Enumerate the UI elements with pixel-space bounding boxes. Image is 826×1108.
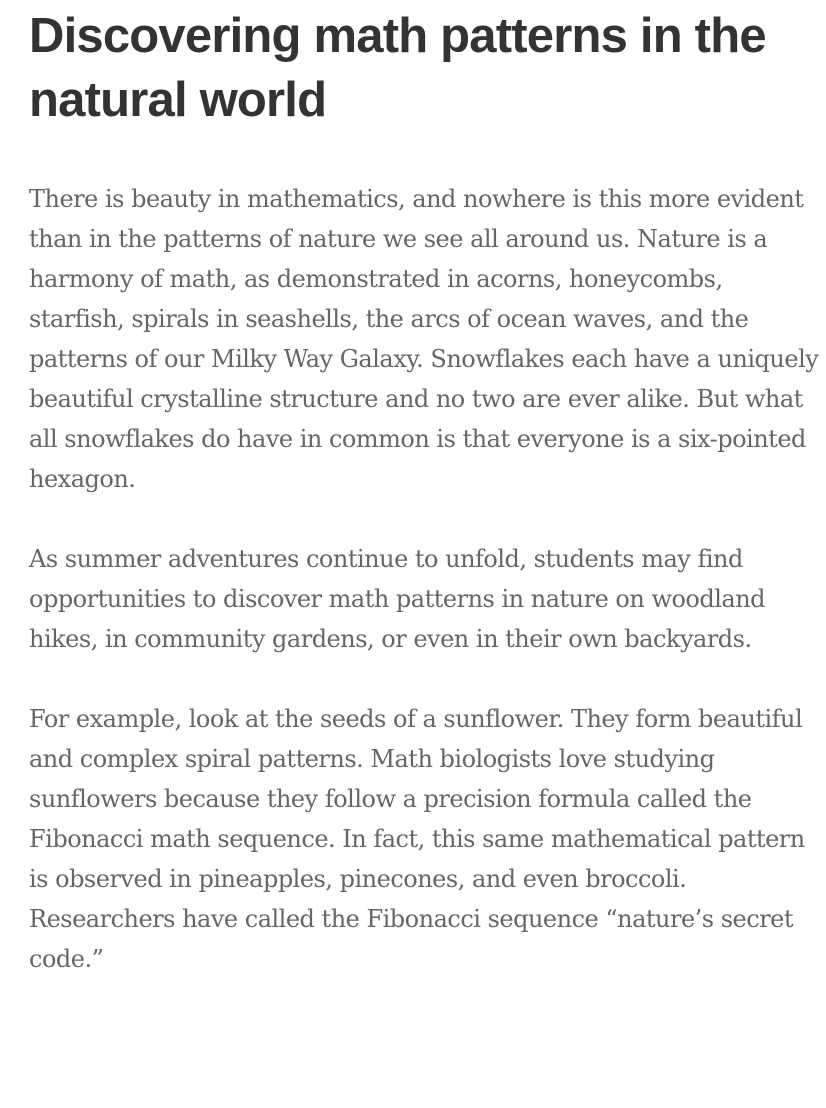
article-title: Discovering math patterns in the natural world [29, 9, 766, 127]
article-paragraph-3: For example, look at the seeds of a sunflower. They form beautiful and complex spiral patterns. Math biologists love studying sunflowers because they follow a precision formula called the Fibonacci math sequence. In fact, this same mathematical pattern is observed in pineapples, pinecones, and even broccoli. Researchers have called the Fibonacci sequence “nature’s secret code.” [29, 705, 805, 973]
article [29, 0, 819, 979]
article-paragraph-2: As summer adventures continue to unfold, students may find opportunities to discover math patterns in nature on woodland hikes, in community gardens, or even in their own backyards. [29, 545, 766, 653]
article-paragraph-1: There is beauty in mathematics, and nowhere is this more evident than in the patterns of nature we see all around us. Nature is a harmony of math, as demonstrated in acorns, honeycombs, starfish, spirals in seashells, the arcs of ocean waves, and the patterns of our Milky Way Galaxy. Snowflakes each have a uniquely beautiful crystalline structure and no two are ever alike. But what all snowflakes do have in common is that everyone is a six-pointed hexagon. [29, 185, 819, 493]
